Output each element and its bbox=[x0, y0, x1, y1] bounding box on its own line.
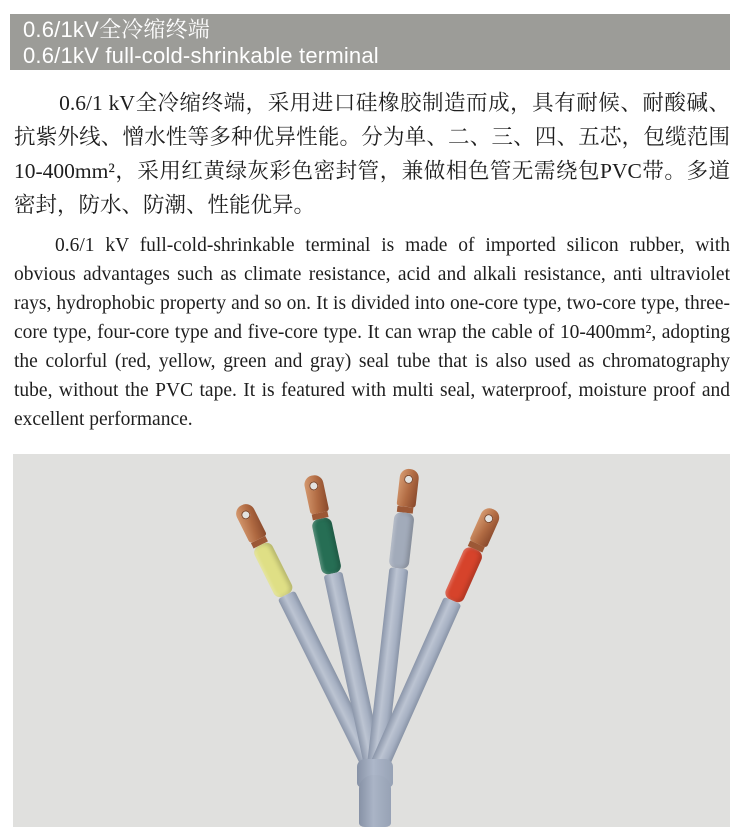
page-title-chinese: 0.6/1kV全冷缩终端 bbox=[23, 17, 211, 42]
seal-tube-green bbox=[311, 517, 342, 576]
copper-lug-icon bbox=[302, 474, 328, 515]
page-title-english: 0.6/1kV full-cold-shrinkable terminal bbox=[23, 43, 379, 68]
copper-lug-icon bbox=[233, 501, 267, 543]
copper-lug-icon bbox=[396, 468, 419, 508]
copper-lug-icon bbox=[469, 505, 502, 547]
seal-tube-yellow bbox=[252, 540, 295, 599]
seal-tube-gray bbox=[388, 512, 414, 570]
seal-tube-red bbox=[443, 545, 484, 604]
terminal-boot bbox=[359, 775, 391, 827]
title-banner bbox=[10, 14, 730, 70]
paragraph-chinese: 0.6/1 kV全冷缩终端，采用进口硅橡胶制造而成，具有耐候、耐酸碱、抗紫外线、憎水性等多种优异性能。分为单、二、三、四、五芯，包缆范围10-400mm²，采用红黄绿灰彩色密封管，兼做相色管无需绕包PVC带。多道密封，防水、防潮、性能优异。 bbox=[14, 91, 730, 217]
product-photo bbox=[13, 454, 730, 827]
body-text bbox=[0, 86, 739, 434]
paragraph-english: 0.6/1 kV full-cold-shrinkable terminal is made of imported silicon rubber, with obvious advantages such as climate resistance, acid and alkali resistance, anti ultraviolet rays, hydrophobic property and so on. It is divided into one-core type, two-core type, three-core type, four-core type and five-core type. It can wrap the cable of 10-400mm², adopting the colorful (red, yellow, green and gray) seal tube that is also used as chromatography tube, without the PVC tape. It is featured with multi seal, waterproof, moisture proof and excellent performance. bbox=[14, 235, 730, 430]
